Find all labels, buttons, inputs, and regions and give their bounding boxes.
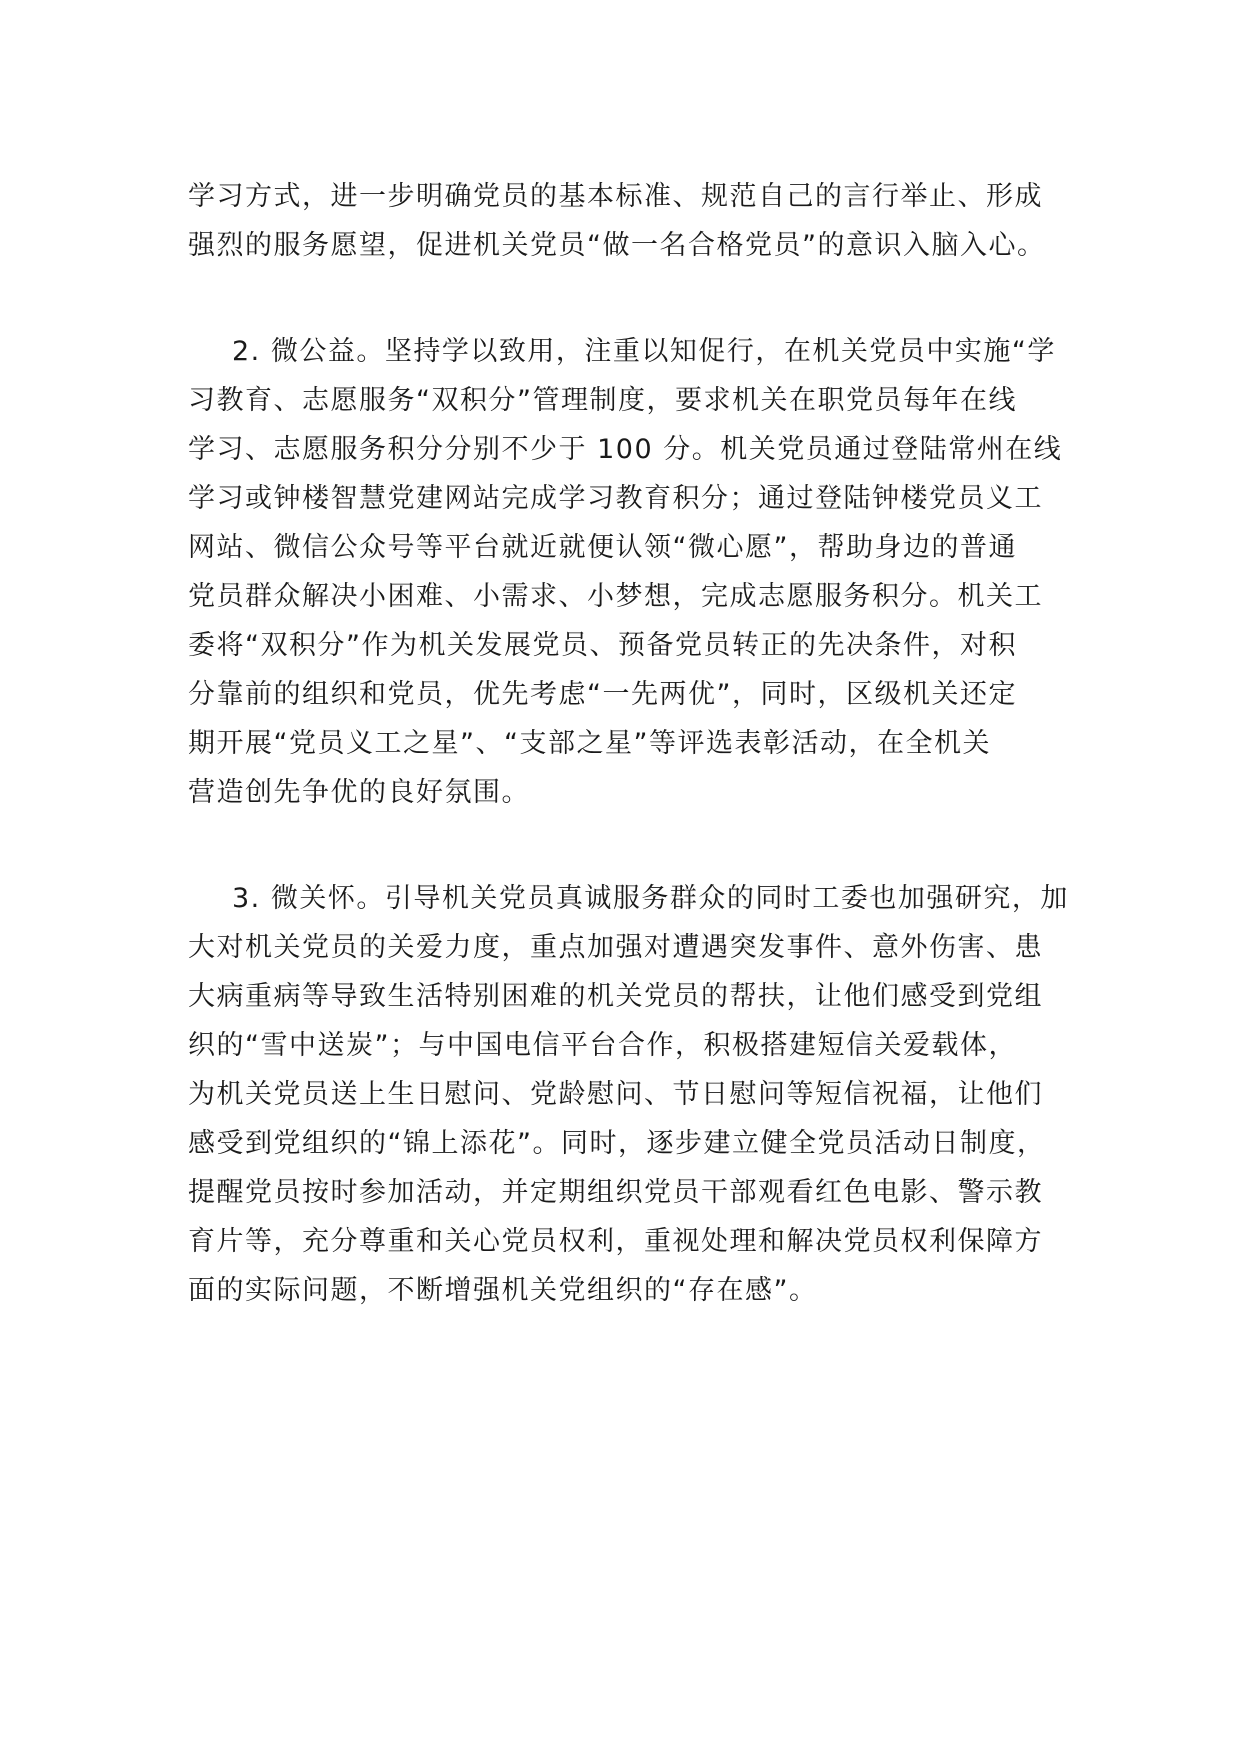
paragraph-micro-public-welfare [188, 327, 1068, 817]
text-line: 织的“雪中送炭”；与中国电信平台合作，积极搭建短信关爱载体， [188, 1030, 1017, 1061]
paragraph-continuation [188, 172, 1068, 270]
text-line: 学习、志愿服务积分分别不少于 100 分。机关党员通过登陆常州在线 [188, 434, 1063, 465]
text-line: 为机关党员送上生日慰问、党龄慰问、节日慰问等短信祝福，让他们 [188, 1079, 1043, 1110]
text-line: 大病重病等导致生活特别困难的机关党员的帮扶，让他们感受到党组 [188, 981, 1043, 1012]
text-line: 育片等，充分尊重和关心党员权利，重视处理和解决党员权利保障方 [188, 1226, 1043, 1257]
text-line: 2. 微公益。坚持学以致用，注重以知促行，在机关党员中实施“学 [232, 336, 1056, 367]
text-line: 学习方式，进一步明确党员的基本标准、规范自己的言行举止、形成 [188, 181, 1043, 212]
text-line: 委将“双积分”作为机关发展党员、预备党员转正的先决条件，对积 [188, 630, 1017, 661]
text-line: 大对机关党员的关爱力度，重点加强对遭遇突发事件、意外伤害、患 [188, 932, 1043, 963]
text-line: 面的实际问题，不断增强机关党组织的“存在感”。 [188, 1275, 818, 1306]
text-line: 分靠前的组织和党员，优先考虑“一先两优”，同时，区级机关还定 [188, 679, 1017, 710]
text-line: 网站、微信公众号等平台就近就便认领“微心愿”，帮助身边的普通 [188, 532, 1017, 563]
paragraph-micro-care [188, 874, 1068, 1315]
text-line: 营造创先争优的良好氛围。 [188, 777, 530, 808]
text-line: 党员群众解决小困难、小需求、小梦想，完成志愿服务积分。机关工 [188, 581, 1043, 612]
text-line: 期开展“党员义工之星”、“支部之星”等评选表彰活动，在全机关 [188, 728, 991, 759]
text-line: 3. 微关怀。引导机关党员真诚服务群众的同时工委也加强研究，加 [232, 883, 1069, 914]
text-line: 学习或钟楼智慧党建网站完成学习教育积分；通过登陆钟楼党员义工 [188, 483, 1043, 514]
text-line: 提醒党员按时参加活动，并定期组织党员干部观看红色电影、警示教 [188, 1177, 1043, 1208]
text-line: 习教育、志愿服务“双积分”管理制度，要求机关在职党员每年在线 [188, 385, 1017, 416]
text-line: 感受到党组织的“锦上添花”。同时，逐步建立健全党员活动日制度， [188, 1128, 1046, 1159]
document-page [188, 172, 1068, 1315]
text-line: 强烈的服务愿望，促进机关党员“做一名合格党员”的意识入脑入心。 [188, 230, 1046, 261]
